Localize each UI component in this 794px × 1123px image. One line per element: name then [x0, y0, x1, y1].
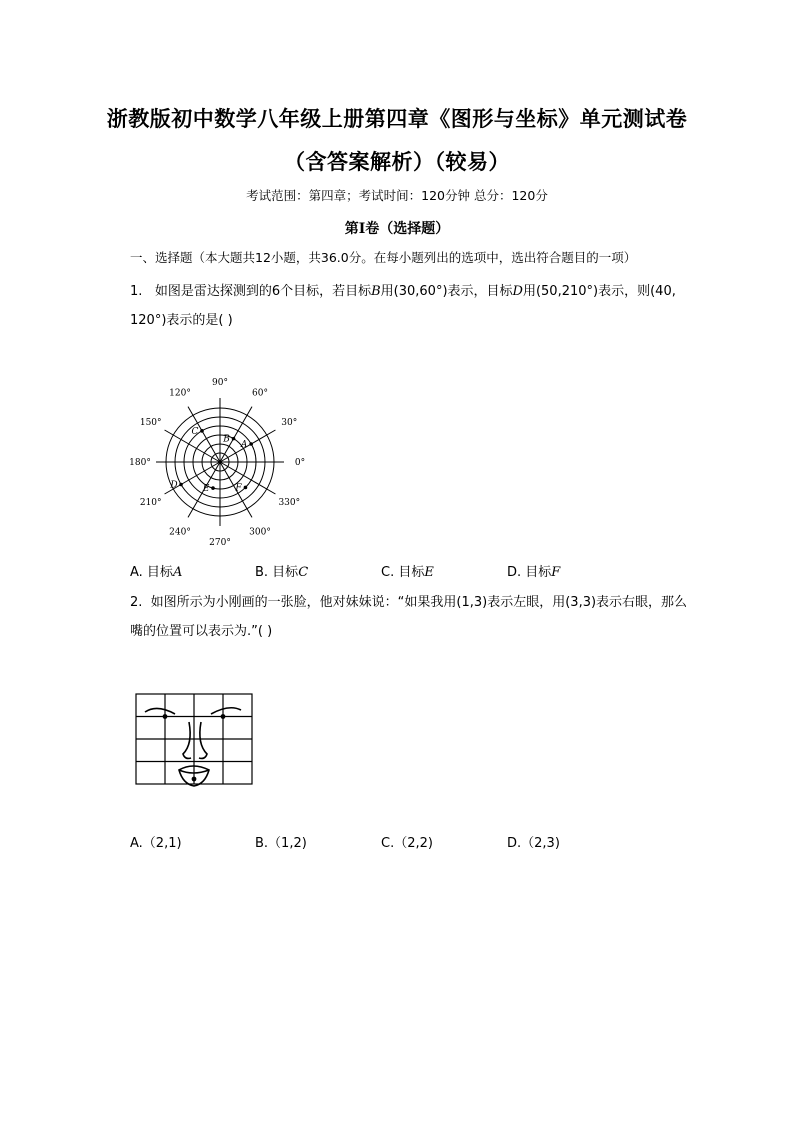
right-eye-dot: [221, 714, 226, 719]
option-d[interactable]: D.（2,3): [507, 836, 560, 851]
exam-meta: 考试范围：第四章；考试时间：120分钟 总分：120分: [246, 188, 548, 203]
radar-angle-label: 120°: [169, 388, 191, 399]
question-1-text-d: 120°)表示的是( ): [130, 313, 233, 328]
radar-target-label: D: [170, 480, 178, 491]
radar-figure: [128, 372, 328, 552]
option-b[interactable]: B.（1,2): [255, 836, 307, 851]
question-1-text-c: 用(50,210°)表示，则(40,: [522, 284, 676, 299]
radar-target-label: C: [191, 426, 199, 437]
radar-angle-label: 210°: [139, 498, 162, 508]
question-1-number: 1.: [130, 284, 143, 299]
option-c[interactable]: C. 目标E: [381, 565, 434, 580]
question-2-text: 如图所示为小刚画的一张脸，他对妹妹说：“如果我用(1,3)表示左眼，用(3,3)表示右眼，那么嘴的位置可以表示为.”( ): [130, 595, 688, 639]
nose-right: [199, 722, 207, 759]
question-2-options: [130, 832, 690, 852]
radar-angle-label: 90°: [212, 378, 228, 388]
radar-target-label: E: [202, 484, 210, 495]
radar-target-dot: [179, 483, 183, 487]
section-instruction: 一、选择题（本大题共12小题，共36.0分。在每小题列出的选项中，选出符合题目的一项）: [130, 250, 637, 265]
left-eyebrow: [145, 708, 175, 714]
radar-target-dot: [232, 437, 236, 441]
radar-angle-label: 150°: [139, 418, 162, 428]
radar-target-dot: [249, 442, 253, 446]
option-c[interactable]: C.（2,2): [381, 836, 433, 851]
right-eyebrow: [211, 708, 241, 714]
nose-left: [183, 722, 191, 759]
radar-angle-label: 240°: [169, 527, 191, 538]
section-heading: 第Ⅰ卷（选择题）: [344, 221, 450, 237]
radar-target-dot: [244, 486, 248, 490]
question-1-text-b: 用(30,60°)表示，目标: [380, 284, 513, 299]
question-1-text-a: 如图是雷达探测到的6个目标，若目标: [154, 284, 372, 299]
question-2-number: 2.: [130, 595, 143, 610]
question-1-var-b: B: [371, 284, 381, 299]
question-2: [130, 588, 700, 646]
option-a[interactable]: A.（2,1): [130, 836, 182, 851]
question-1: [130, 277, 700, 335]
radar-target-label: A: [240, 440, 248, 450]
radar-target-dot: [211, 486, 215, 490]
option-d[interactable]: D. 目标F: [507, 565, 561, 580]
mouth-dot: [192, 777, 197, 782]
radar-angle-label: 270°: [209, 538, 231, 548]
radar-angle-label: 180°: [129, 458, 151, 468]
radar-angle-label: 0°: [294, 458, 306, 468]
radar-angle-label: 300°: [249, 527, 271, 538]
question-1-options: [130, 561, 690, 581]
left-eye-dot: [163, 714, 168, 719]
radar-target-dot: [200, 429, 204, 433]
radar-angle-label: 60°: [252, 388, 268, 399]
radar-target-label: B: [223, 434, 230, 445]
radar-angle-label: 330°: [278, 498, 301, 508]
radar-angle-label: 30°: [281, 418, 298, 428]
option-b[interactable]: B. 目标C: [255, 565, 309, 580]
face-grid-figure: [133, 692, 258, 792]
exam-title-line1: 浙教版初中数学八年级上册第四章《图形与坐标》单元测试卷: [106, 106, 688, 131]
radar-target-label: F: [235, 483, 242, 494]
option-a[interactable]: A. 目标A: [130, 565, 183, 580]
exam-title-line2: （含答案解析）（较易）: [284, 149, 510, 174]
question-1-var-d: D: [512, 284, 523, 299]
